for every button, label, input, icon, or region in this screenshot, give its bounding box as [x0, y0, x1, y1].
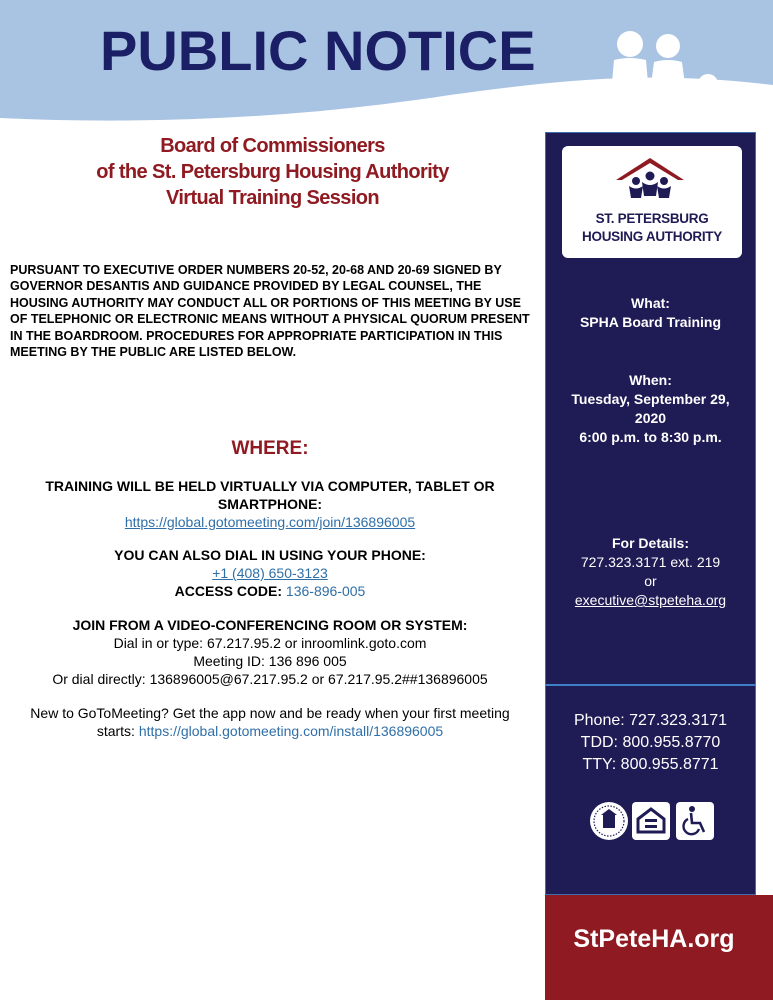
logo-line1: ST. PETERSBURG — [595, 211, 709, 226]
when-date-line2: 2020 — [634, 410, 667, 426]
video-conf-line1: Dial in or type: 67.217.95.2 or inroomlink.goto.com — [113, 635, 427, 651]
contact-tty: TTY: 800.955.8771 — [582, 756, 719, 773]
board-title — [40, 133, 505, 211]
page-title: PUBLIC NOTICE — [100, 19, 536, 82]
contact-numbers — [545, 710, 756, 776]
dial-heading: YOU CAN ALSO DIAL IN USING YOUR PHONE: — [114, 547, 426, 563]
footer-website[interactable]: StPeteHA.org — [573, 925, 735, 953]
dial-block — [0, 546, 540, 600]
contact-phone: Phone: 727.323.3171 — [573, 712, 728, 729]
pursuant-paragraph: PURSUANT TO EXECUTIVE ORDER NUMBERS 20-52, 20-68 AND 20-69 SIGNED BY GOVERNOR DESANTIS AND GUIDANCE PROVIDED BY LEGAL COUNSEL, THE HOUSING AUTHORITY MAY CONDUCT ALL OR PORTIONS OF THIS MEETING BY USE OF TELEPHONIC OR ELECTRONIC MEANS WITHOUT A PHYSICAL QUORUM PRESENT IN THE BOARDROOM. PROCEDURES FOR APPROPRIATE PARTICIPATION IN THIS MEETING BY THE PUBLIC ARE LISTED BELOW. — [10, 263, 530, 360]
board-title-line1: Board of Commissioners — [160, 135, 385, 157]
spha-logo — [562, 146, 742, 258]
new-user-line1: New to GoToMeeting? Get the app now and be ready when your first meeting — [30, 705, 510, 721]
new-user-block — [0, 704, 540, 740]
access-code-label: ACCESS CODE: — [174, 583, 283, 599]
compliance-icons — [588, 800, 718, 842]
details-label: For Details: — [611, 535, 689, 551]
footer — [545, 895, 773, 1000]
logo-line2: HOUSING AUTHORITY — [582, 229, 722, 244]
details-section — [545, 534, 756, 610]
when-label: When: — [629, 372, 672, 388]
access-code-value: 136-896-005 — [285, 583, 366, 599]
virtual-line1: TRAINING WILL BE HELD VIRTUALLY VIA COMPUTER, TABLET OR — [45, 478, 495, 494]
hud-seal-icon — [590, 802, 628, 840]
where-heading: WHERE: — [231, 438, 309, 459]
when-date-line1: Tuesday, September 29, — [571, 391, 730, 407]
board-title-line3: Virtual Training Session — [165, 187, 380, 209]
details-email-link[interactable]: executive@stpeteha.org — [574, 592, 727, 608]
video-conf-line2: Meeting ID: 136 896 005 — [193, 653, 347, 669]
details-or: or — [644, 573, 657, 589]
what-section — [545, 294, 756, 332]
when-time: 6:00 p.m. to 8:30 p.m. — [579, 429, 722, 445]
contact-tdd: TDD: 800.955.8770 — [580, 734, 721, 751]
details-phone: 727.323.3171 ext. 219 — [580, 554, 721, 570]
when-section — [545, 371, 756, 447]
sidebar-divider — [545, 684, 756, 686]
install-link[interactable]: https://global.gotomeeting.com/install/136896005 — [138, 723, 444, 739]
video-conf-heading: JOIN FROM A VIDEO-CONFERENCING ROOM OR SYSTEM: — [72, 617, 468, 633]
what-label: What: — [631, 295, 670, 311]
new-user-starts: starts: — [96, 723, 135, 739]
virtual-block — [0, 477, 540, 531]
dial-phone-link[interactable]: +1 (408) 650-3123 — [212, 565, 328, 581]
video-conf-block — [0, 616, 540, 688]
spha-house-icon — [610, 154, 690, 204]
virtual-line2: SMARTPHONE: — [217, 496, 323, 512]
wheelchair-icon — [676, 802, 714, 840]
board-title-line2: of the St. Petersburg Housing Authority — [96, 161, 449, 183]
equal-housing-icon — [632, 802, 670, 840]
meeting-link[interactable]: https://global.gotomeeting.com/join/136896005 — [124, 514, 416, 530]
what-value: SPHA Board Training — [579, 314, 722, 330]
video-conf-line3: Or dial directly: 136896005@67.217.95.2 or 67.217.95.2##136896005 — [52, 671, 488, 687]
